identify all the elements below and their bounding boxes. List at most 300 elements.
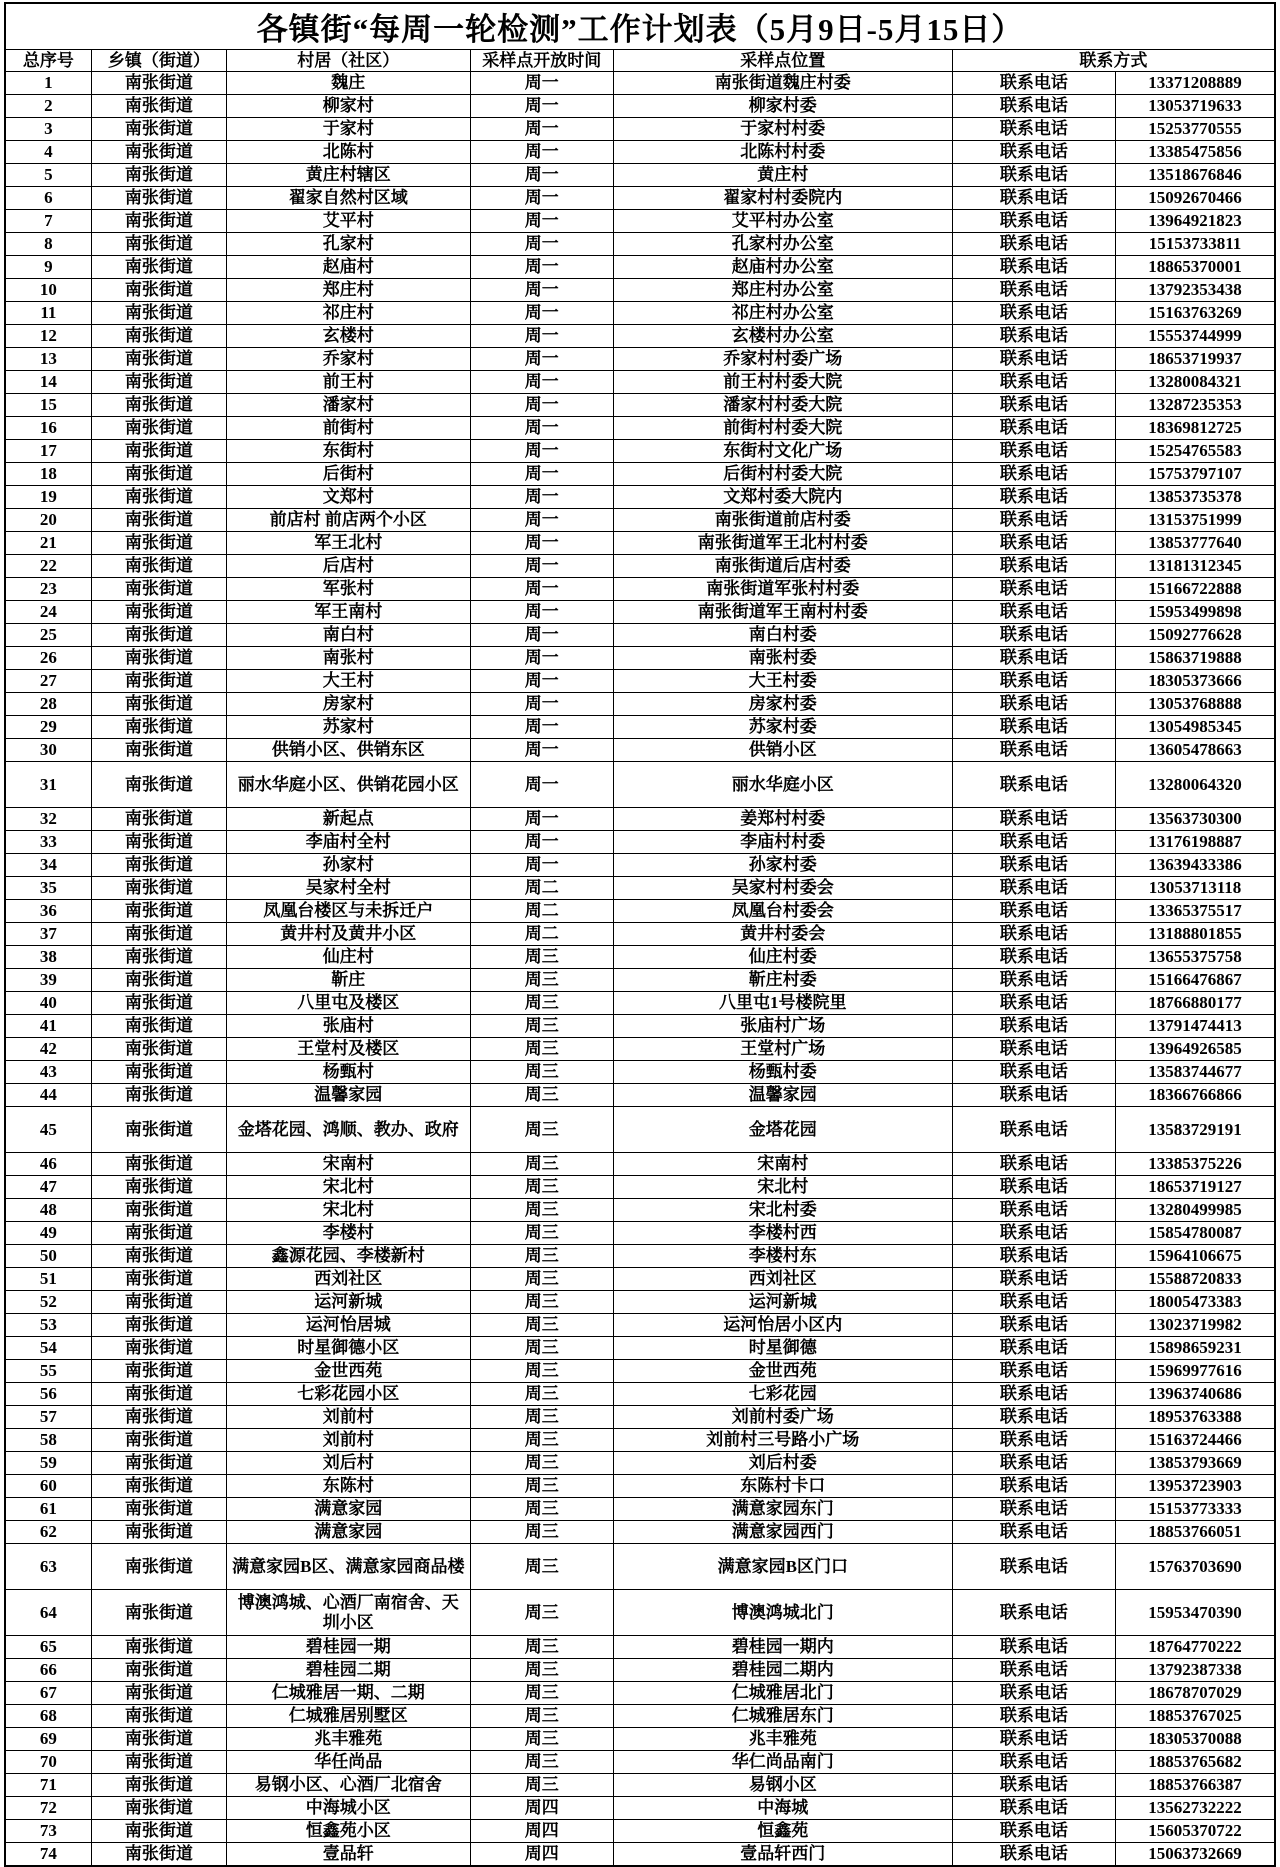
cell-time: 周一 [470,762,613,808]
column-header-town: 乡镇（街道） [91,50,226,72]
cell-contact-label: 联系电话 [952,1245,1115,1268]
cell-town: 南张街道 [91,1360,226,1383]
cell-contact-label: 联系电话 [952,1705,1115,1728]
cell-town: 南张街道 [91,279,226,302]
cell-contact-label: 联系电话 [952,371,1115,394]
cell-contact-label: 联系电话 [952,141,1115,164]
cell-contact-label: 联系电话 [952,601,1115,624]
cell-village: 于家村 [227,118,471,141]
cell-phone: 18653719127 [1116,1176,1275,1199]
cell-time: 周一 [470,739,613,762]
cell-time: 周一 [470,417,613,440]
table-row [5,463,1275,486]
cell-contact-label: 联系电话 [952,555,1115,578]
cell-location: 温馨家园 [613,1084,952,1107]
cell-contact-label: 联系电话 [952,1544,1115,1590]
cell-town: 南张街道 [91,1705,226,1728]
cell-serial: 35 [5,877,91,900]
table-row [5,578,1275,601]
cell-town: 南张街道 [91,164,226,187]
cell-contact-label: 联系电话 [952,992,1115,1015]
cell-location: 刘前村委广场 [613,1406,952,1429]
cell-location: 乔家村村委广场 [613,348,952,371]
cell-serial: 28 [5,693,91,716]
cell-serial: 72 [5,1797,91,1820]
cell-phone: 13153751999 [1116,509,1275,532]
cell-town: 南张街道 [91,118,226,141]
cell-location: 东街村文化广场 [613,440,952,463]
cell-serial: 7 [5,210,91,233]
cell-serial: 43 [5,1061,91,1084]
cell-time: 周一 [470,808,613,831]
cell-village: 仁城雅居一期、二期 [227,1682,471,1705]
cell-village: 孙家村 [227,854,471,877]
cell-location: 运河怡居小区内 [613,1314,952,1337]
cell-location: 苏家村委 [613,716,952,739]
cell-contact-label: 联系电话 [952,325,1115,348]
cell-village: 北陈村 [227,141,471,164]
cell-town: 南张街道 [91,394,226,417]
cell-time: 周三 [470,1636,613,1659]
cell-village: 黄庄村辖区 [227,164,471,187]
table-row [5,1015,1275,1038]
cell-contact-label: 联系电话 [952,1682,1115,1705]
cell-town: 南张街道 [91,670,226,693]
cell-village: 满意家园B区、满意家园商品楼 [227,1544,471,1590]
cell-village: 房家村 [227,693,471,716]
cell-phone: 15953499898 [1116,601,1275,624]
cell-phone: 15605370722 [1116,1820,1275,1843]
cell-serial: 60 [5,1475,91,1498]
cell-serial: 62 [5,1521,91,1544]
cell-town: 南张街道 [91,348,226,371]
cell-time: 周三 [470,1061,613,1084]
cell-serial: 8 [5,233,91,256]
cell-location: 凤凰台村委会 [613,900,952,923]
cell-serial: 33 [5,831,91,854]
cell-location: 靳庄村委 [613,969,952,992]
cell-location: 壹品轩西门 [613,1843,952,1866]
cell-town: 南张街道 [91,187,226,210]
cell-phone: 13518676846 [1116,164,1275,187]
cell-time: 周一 [470,578,613,601]
cell-time: 周一 [470,118,613,141]
cell-location: 南白村委 [613,624,952,647]
cell-location: 孙家村委 [613,854,952,877]
cell-town: 南张街道 [91,1337,226,1360]
cell-contact-label: 联系电话 [952,1084,1115,1107]
cell-contact-label: 联系电话 [952,739,1115,762]
cell-time: 周一 [470,141,613,164]
cell-village: 祁庄村 [227,302,471,325]
table-row [5,1383,1275,1406]
cell-town: 南张街道 [91,900,226,923]
cell-town: 南张街道 [91,1176,226,1199]
table-row [5,1728,1275,1751]
cell-serial: 18 [5,463,91,486]
cell-village: 张庙村 [227,1015,471,1038]
cell-location: 南张街道军王南村村委 [613,601,952,624]
cell-serial: 5 [5,164,91,187]
cell-village: 东陈村 [227,1475,471,1498]
cell-contact-label: 联系电话 [952,1153,1115,1176]
cell-town: 南张街道 [91,1084,226,1107]
cell-phone: 18678707029 [1116,1682,1275,1705]
cell-town: 南张街道 [91,325,226,348]
table-row [5,1682,1275,1705]
cell-phone: 13188801855 [1116,923,1275,946]
table-row [5,1268,1275,1291]
cell-village: 军王北村 [227,532,471,555]
cell-contact-label: 联系电话 [952,1475,1115,1498]
cell-village: 鑫源花园、李楼新村 [227,1245,471,1268]
table-row [5,1291,1275,1314]
cell-village: 中海城小区 [227,1797,471,1820]
cell-time: 周三 [470,1544,613,1590]
cell-contact-label: 联系电话 [952,1820,1115,1843]
cell-phone: 15063732669 [1116,1843,1275,1866]
cell-phone: 13792387338 [1116,1659,1275,1682]
cell-town: 南张街道 [91,1636,226,1659]
cell-location: 祁庄村办公室 [613,302,952,325]
cell-location: 北陈村村委 [613,141,952,164]
cell-location: 吴家村村委会 [613,877,952,900]
cell-town: 南张街道 [91,647,226,670]
table-row [5,1406,1275,1429]
cell-serial: 34 [5,854,91,877]
table-row [5,509,1275,532]
cell-town: 南张街道 [91,1383,226,1406]
cell-contact-label: 联系电话 [952,1774,1115,1797]
cell-village: 仁城雅居别墅区 [227,1705,471,1728]
cell-serial: 29 [5,716,91,739]
table-row [5,1222,1275,1245]
cell-town: 南张街道 [91,463,226,486]
cell-phone: 15254765583 [1116,440,1275,463]
cell-serial: 39 [5,969,91,992]
cell-time: 周一 [470,693,613,716]
cell-serial: 9 [5,256,91,279]
cell-town: 南张街道 [91,1015,226,1038]
cell-serial: 69 [5,1728,91,1751]
cell-village: 金塔花园、鸿顺、教办、政府 [227,1107,471,1153]
table-row [5,1084,1275,1107]
table-row [5,555,1275,578]
cell-serial: 46 [5,1153,91,1176]
cell-phone: 13371208889 [1116,72,1275,95]
cell-phone: 13953723903 [1116,1475,1275,1498]
cell-serial: 51 [5,1268,91,1291]
cell-time: 周一 [470,601,613,624]
cell-serial: 48 [5,1199,91,1222]
cell-phone: 13792353438 [1116,279,1275,302]
cell-serial: 54 [5,1337,91,1360]
cell-phone: 15092670466 [1116,187,1275,210]
table-row [5,210,1275,233]
cell-phone: 18766880177 [1116,992,1275,1015]
cell-location: 大王村委 [613,670,952,693]
cell-time: 周三 [470,1751,613,1774]
cell-town: 南张街道 [91,1222,226,1245]
cell-phone: 15153773333 [1116,1498,1275,1521]
cell-village: 碧桂园一期 [227,1636,471,1659]
table-row [5,877,1275,900]
table-row [5,1590,1275,1636]
cell-phone: 15753797107 [1116,463,1275,486]
cell-town: 南张街道 [91,1199,226,1222]
cell-contact-label: 联系电话 [952,417,1115,440]
cell-location: 南张街道军王北村村委 [613,532,952,555]
cell-village: 柳家村 [227,95,471,118]
cell-time: 周四 [470,1820,613,1843]
cell-contact-label: 联系电话 [952,1199,1115,1222]
cell-town: 南张街道 [91,1107,226,1153]
cell-village: 凤凰台楼区与未拆迁户 [227,900,471,923]
cell-town: 南张街道 [91,762,226,808]
cell-location: 金塔花园 [613,1107,952,1153]
cell-town: 南张街道 [91,1751,226,1774]
cell-phone: 18005473383 [1116,1291,1275,1314]
cell-phone: 13385375226 [1116,1153,1275,1176]
cell-serial: 17 [5,440,91,463]
table-row [5,1797,1275,1820]
cell-location: 南张街道魏庄村委 [613,72,952,95]
cell-time: 周一 [470,233,613,256]
cell-location: 李楼村西 [613,1222,952,1245]
cell-contact-label: 联系电话 [952,256,1115,279]
cell-serial: 58 [5,1429,91,1452]
cell-location: 房家村委 [613,693,952,716]
header-row [5,50,1275,72]
cell-phone: 13280084321 [1116,371,1275,394]
cell-serial: 57 [5,1406,91,1429]
cell-phone: 18953763388 [1116,1406,1275,1429]
cell-phone: 13385475856 [1116,141,1275,164]
cell-village: 李楼村 [227,1222,471,1245]
cell-time: 周三 [470,1590,613,1636]
table-row [5,1751,1275,1774]
cell-phone: 18369812725 [1116,417,1275,440]
table-row [5,992,1275,1015]
cell-location: 仁城雅居北门 [613,1682,952,1705]
cell-serial: 45 [5,1107,91,1153]
cell-serial: 3 [5,118,91,141]
cell-serial: 4 [5,141,91,164]
cell-location: 黄庄村 [613,164,952,187]
cell-location: 姜郑村村委 [613,808,952,831]
cell-phone: 15964106675 [1116,1245,1275,1268]
table-row [5,739,1275,762]
cell-time: 周三 [470,969,613,992]
cell-village: 军王南村 [227,601,471,624]
cell-town: 南张街道 [91,1682,226,1705]
cell-location: 文郑村委大院内 [613,486,952,509]
cell-time: 周一 [470,440,613,463]
cell-village: 李庙村全村 [227,831,471,854]
cell-serial: 74 [5,1843,91,1866]
cell-phone: 15553744999 [1116,325,1275,348]
cell-serial: 10 [5,279,91,302]
cell-location: 满意家园西门 [613,1521,952,1544]
cell-town: 南张街道 [91,1728,226,1751]
cell-location: 中海城 [613,1797,952,1820]
cell-serial: 27 [5,670,91,693]
table-row [5,1176,1275,1199]
cell-town: 南张街道 [91,210,226,233]
cell-phone: 13605478663 [1116,739,1275,762]
cell-location: 王堂村广场 [613,1038,952,1061]
cell-town: 南张街道 [91,923,226,946]
cell-serial: 12 [5,325,91,348]
cell-time: 周一 [470,486,613,509]
cell-location: 供销小区 [613,739,952,762]
cell-serial: 47 [5,1176,91,1199]
table-row [5,1061,1275,1084]
table-row [5,394,1275,417]
cell-contact-label: 联系电话 [952,1659,1115,1682]
cell-location: 宋北村 [613,1176,952,1199]
cell-contact-label: 联系电话 [952,693,1115,716]
cell-village: 前街村 [227,417,471,440]
cell-location: 丽水华庭小区 [613,762,952,808]
cell-time: 周三 [470,1705,613,1728]
table-row [5,946,1275,969]
cell-contact-label: 联系电话 [952,1498,1115,1521]
cell-town: 南张街道 [91,1153,226,1176]
cell-time: 周一 [470,647,613,670]
table-row [5,371,1275,394]
cell-time: 周一 [470,302,613,325]
cell-village: 运河新城 [227,1291,471,1314]
table-row [5,486,1275,509]
table-row [5,716,1275,739]
cell-contact-label: 联系电话 [952,302,1115,325]
cell-time: 周二 [470,877,613,900]
table-row [5,1360,1275,1383]
cell-serial: 22 [5,555,91,578]
cell-village: 时星御德小区 [227,1337,471,1360]
table-row [5,1245,1275,1268]
table-row [5,1153,1275,1176]
cell-serial: 49 [5,1222,91,1245]
table-row [5,854,1275,877]
cell-town: 南张街道 [91,440,226,463]
cell-serial: 67 [5,1682,91,1705]
cell-serial: 71 [5,1774,91,1797]
cell-town: 南张街道 [91,141,226,164]
cell-location: 李庙村村委 [613,831,952,854]
cell-phone: 15854780087 [1116,1222,1275,1245]
table-row [5,95,1275,118]
cell-serial: 52 [5,1291,91,1314]
cell-village: 刘前村 [227,1429,471,1452]
cell-phone: 13562732222 [1116,1797,1275,1820]
cell-town: 南张街道 [91,854,226,877]
cell-location: 兆丰雅苑 [613,1728,952,1751]
cell-location: 碧桂园一期内 [613,1636,952,1659]
cell-time: 周三 [470,1475,613,1498]
cell-phone: 13053768888 [1116,693,1275,716]
document-page [4,2,1276,1867]
cell-village: 新起点 [227,808,471,831]
cell-village: 碧桂园二期 [227,1659,471,1682]
cell-phone: 15092776628 [1116,624,1275,647]
cell-serial: 6 [5,187,91,210]
cell-contact-label: 联系电话 [952,1061,1115,1084]
table-row [5,693,1275,716]
cell-town: 南张街道 [91,1429,226,1452]
cell-serial: 38 [5,946,91,969]
cell-serial: 63 [5,1544,91,1590]
cell-town: 南张街道 [91,532,226,555]
cell-time: 周一 [470,371,613,394]
cell-town: 南张街道 [91,1820,226,1843]
cell-village: 赵庙村 [227,256,471,279]
cell-town: 南张街道 [91,72,226,95]
table-row [5,1337,1275,1360]
cell-time: 周三 [470,1337,613,1360]
column-header-time: 采样点开放时间 [470,50,613,72]
cell-town: 南张街道 [91,716,226,739]
cell-town: 南张街道 [91,1521,226,1544]
cell-village: 潘家村 [227,394,471,417]
cell-time: 周三 [470,1107,613,1153]
cell-serial: 44 [5,1084,91,1107]
cell-time: 周一 [470,624,613,647]
cell-location: 前王村村委大院 [613,371,952,394]
cell-village: 易钢小区、心酒厂北宿舍 [227,1774,471,1797]
cell-phone: 18853765682 [1116,1751,1275,1774]
cell-contact-label: 联系电话 [952,647,1115,670]
table-row [5,325,1275,348]
cell-time: 周三 [470,1314,613,1337]
cell-time: 周三 [470,1728,613,1751]
table-row [5,72,1275,95]
cell-village: 前店村 前店两个小区 [227,509,471,532]
cell-time: 周三 [470,1498,613,1521]
weekly-testing-plan-table [4,2,1276,1867]
cell-contact-label: 联系电话 [952,1452,1115,1475]
cell-location: 翟家村村委院内 [613,187,952,210]
cell-village: 兆丰雅苑 [227,1728,471,1751]
cell-village: 玄楼村 [227,325,471,348]
cell-town: 南张街道 [91,693,226,716]
cell-village: 黄井村及黄井小区 [227,923,471,946]
cell-village: 吴家村全村 [227,877,471,900]
cell-time: 周三 [470,1682,613,1705]
cell-phone: 13964921823 [1116,210,1275,233]
cell-contact-label: 联系电话 [952,1521,1115,1544]
cell-serial: 37 [5,923,91,946]
cell-contact-label: 联系电话 [952,1222,1115,1245]
cell-time: 周二 [470,900,613,923]
cell-contact-label: 联系电话 [952,1038,1115,1061]
cell-time: 周一 [470,532,613,555]
cell-phone: 15863719888 [1116,647,1275,670]
cell-village: 华任尚品 [227,1751,471,1774]
cell-town: 南张街道 [91,1590,226,1636]
cell-contact-label: 联系电话 [952,1406,1115,1429]
cell-location: 西刘社区 [613,1268,952,1291]
cell-town: 南张街道 [91,1659,226,1682]
cell-phone: 13280499985 [1116,1199,1275,1222]
cell-town: 南张街道 [91,1291,226,1314]
cell-location: 宋南村 [613,1153,952,1176]
table-row [5,808,1275,831]
cell-time: 周三 [470,946,613,969]
cell-town: 南张街道 [91,992,226,1015]
cell-village: 壹品轩 [227,1843,471,1866]
